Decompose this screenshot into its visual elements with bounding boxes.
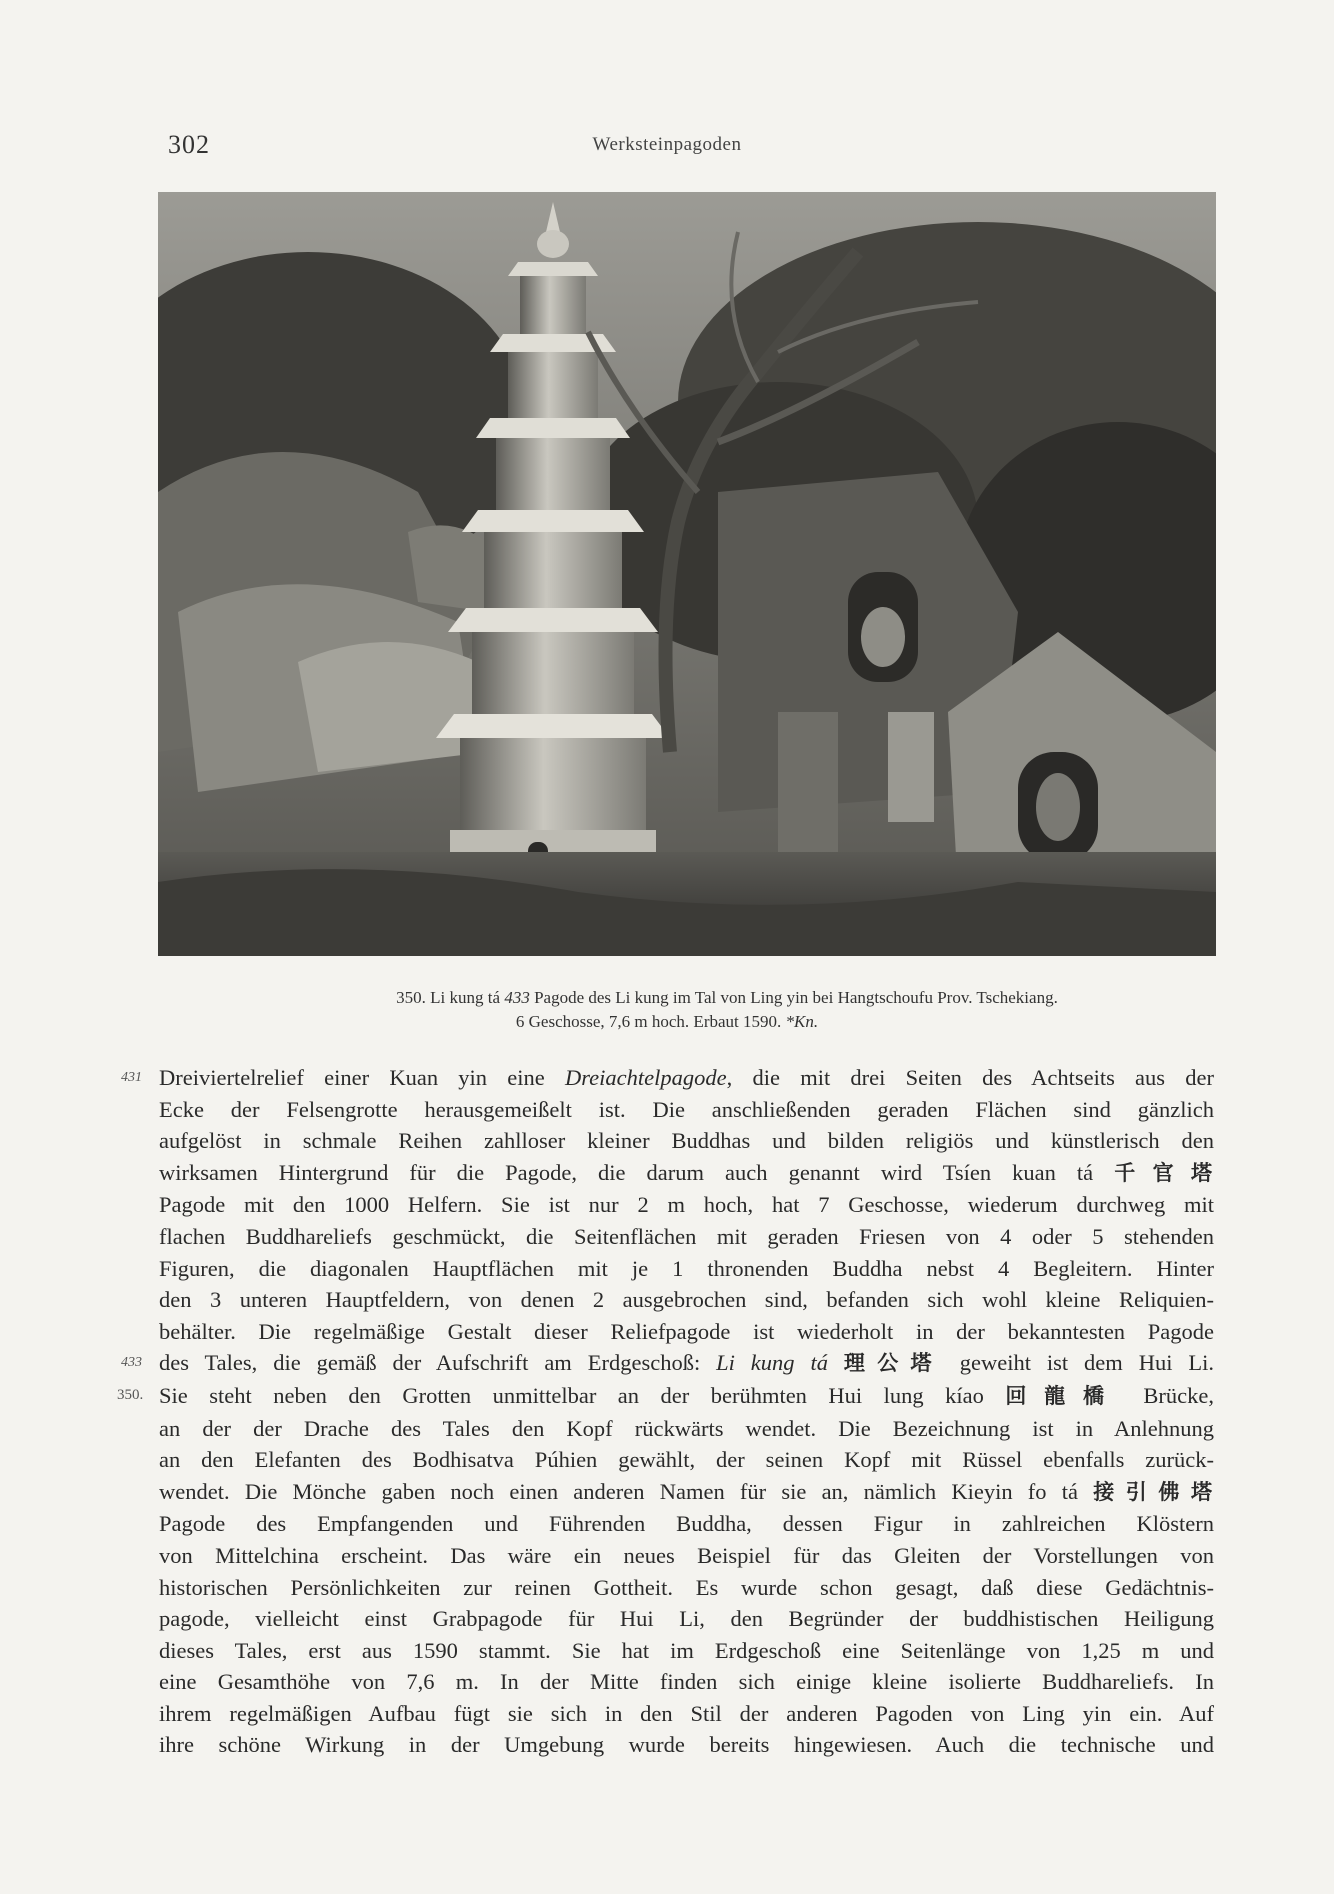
caption-pagoda-name: Li kung tá [430, 988, 501, 1007]
pagoda-photograph [158, 192, 1216, 956]
caption-ref-number: 433 [504, 988, 530, 1007]
text-line: ihre schöne Wirkung in der Umgebung wurde bereits hingewiesen. Auch die technische und [159, 1732, 1214, 1758]
caption-description: Pagode des Li kung im Tal von Ling yin bei Hangtschoufu Prov. Tschekiang. [534, 988, 1058, 1007]
text-run: wendet. Die Mönche gaben noch einen anderen Namen für sie an, nämlich Kieyin fo tá [159, 1478, 1094, 1504]
chinese-characters: 理公塔 [843, 1351, 944, 1376]
text-line [121, 1347, 1214, 1380]
text-run: Brücke, [1121, 1382, 1214, 1408]
chinese-characters: 千官塔 [1114, 1160, 1214, 1185]
text-run: geweiht ist dem Hui Li. [943, 1350, 1214, 1376]
text-line: dieses Tales, erst aus 1590 stammt. Sie hat im Erdgeschoß eine Seitenlänge von 1,25 m und [159, 1637, 1214, 1663]
margin-note: 433 [121, 1355, 142, 1371]
caption-credit: *Kn. [785, 1012, 819, 1031]
chinese-characters: 接引佛塔 [1093, 1479, 1214, 1504]
text-line [159, 1476, 1214, 1509]
text-line: behälter. Die regelmäßige Gestalt dieser Reliefpagode ist wiederholt in der bekanntesten Pagode [159, 1318, 1214, 1344]
text-line: Ecke der Felsengrotte herausgemeißelt ist. Die anschließenden geraden Flächen sind gänzlich [159, 1096, 1214, 1122]
text-run: Dreiviertelrelief einer Kuan yin eine [159, 1065, 565, 1090]
text-line: pagode, vielleicht einst Grabpagode für Hui Li, den Begründer der buddhistischen Heiligung [159, 1606, 1214, 1632]
chinese-characters: 回龍橋 [1005, 1383, 1122, 1408]
text-run: des Tales, die gemäß der Aufschrift am Erdgeschoß: [159, 1350, 717, 1376]
text-line: ihrem regelmäßigen Aufbau fügt sie sich in den Stil der anderen Pagoden von Ling yin ein. Auf [159, 1700, 1214, 1726]
text-run: wirksamen Hintergrund für die Pagode, die darum auch genannt wird Tsíen kuan tá [159, 1159, 1115, 1185]
emphasis-term: Dreiachtelpagode [565, 1065, 727, 1090]
figure-caption [0, 986, 1334, 1034]
text-line: eine Gesamthöhe von 7,6 m. In der Mitte finden sich einige kleine isolierte Buddhareliefs. In [159, 1669, 1214, 1695]
text-run: , die mit drei Seiten des Achtseits aus der [726, 1065, 1215, 1090]
text-run: Sie steht neben den Grotten unmittelbar an der berühmten Hui lung kíao [159, 1382, 1006, 1408]
caption-line-2 [0, 1010, 1334, 1034]
text-line: Pagode des Empfangenden und Führenden Buddha, dessen Figur in zahlreichen Klöstern [159, 1511, 1214, 1537]
caption-details: 6 Geschosse, 7,6 m hoch. Erbaut 1590. [515, 1012, 782, 1031]
text-line [121, 1062, 1215, 1094]
text-line: an den Elefanten des Bodhisatva Púhien gewählt, der seinen Kopf mit Rüssel ebenfalls zurück- [159, 1447, 1214, 1473]
text-line: von Mittelchina erscheint. Das wäre ein neues Beispiel für das Gleiten der Vorstellungen von [159, 1542, 1214, 1568]
text-line: flachen Buddhareliefs geschmückt, die Seitenflächen mit geraden Friesen von 4 oder 5 stehenden [159, 1223, 1214, 1249]
text-line: historischen Persönlichkeiten zur reinen Gottheit. Es wurde schon gesagt, daß diese Gedächtnis- [159, 1574, 1214, 1600]
text-line [117, 1380, 1214, 1413]
emphasis-term: Li kung tá [716, 1350, 828, 1376]
page-number: 302 [168, 130, 210, 159]
text-line: an der der Drache des Tales den Kopf rückwärts wendet. Die Bezeichnung ist in Anlehnung [159, 1415, 1214, 1441]
margin-note: 350. [117, 1386, 144, 1403]
pagoda-photo-illustration [158, 192, 1216, 956]
figure-number: 350. [396, 988, 426, 1007]
margin-note: 431 [121, 1070, 142, 1085]
text-line: Pagode mit den 1000 Helfern. Sie ist nur 2 m hoch, hat 7 Geschosse, wiederum durchweg mit [159, 1192, 1214, 1218]
caption-line-1 [0, 986, 1334, 1010]
running-head: Werksteinpagoden [592, 134, 742, 155]
text-line: aufgelöst in schmale Reihen zahlloser kleiner Buddhas und bilden religiös und künstlerisch den [159, 1128, 1214, 1154]
body-text [117, 1062, 1215, 1761]
text-line [159, 1157, 1214, 1190]
text-line: Figuren, die diagonalen Hauptflächen mit je 1 thronenden Buddha nebst 4 Begleitern. Hinter [159, 1255, 1214, 1281]
text-line: den 3 unteren Hauptfeldern, von denen 2 ausgebrochen sind, befanden sich wohl kleine Reliquien- [159, 1287, 1214, 1313]
